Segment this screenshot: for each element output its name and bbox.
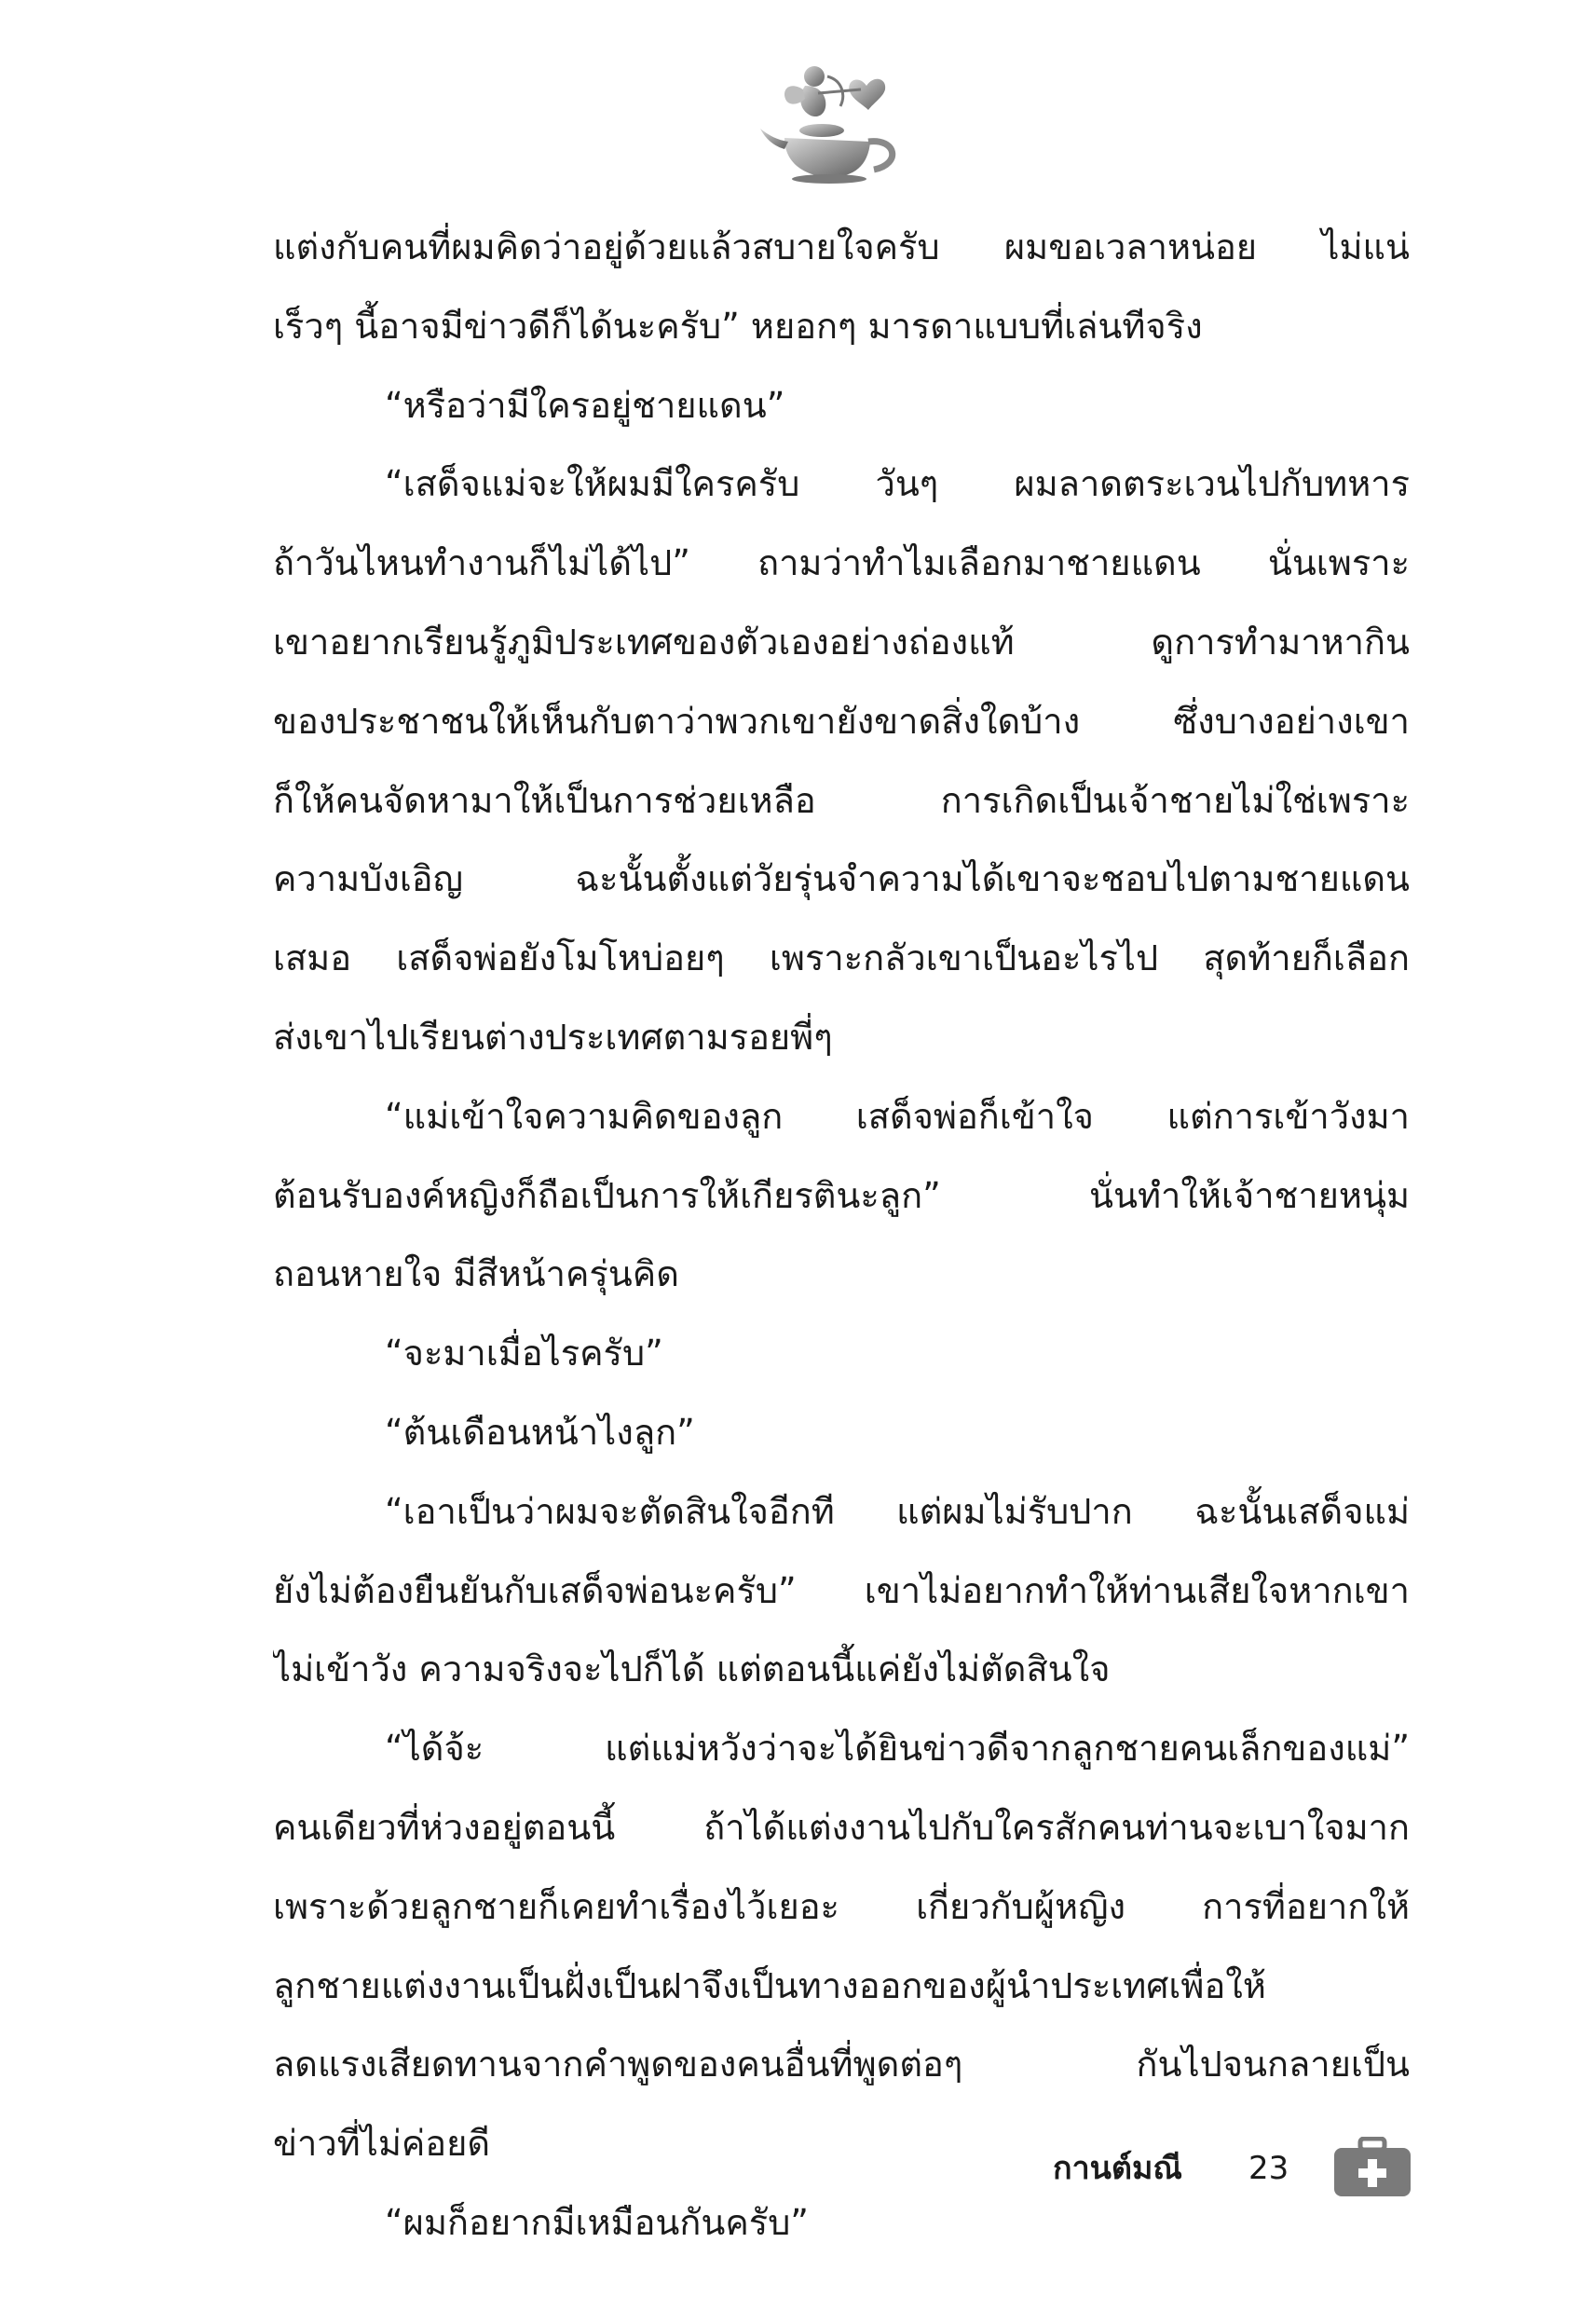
text-line: ลดแรงเสียดทานจากคำพูดของคนอื่นที่พูดต่อๆ กันไปจนกลายเป็น <box>273 2044 1410 2085</box>
text-line: ถอนหายใจ มีสีหน้าครุ่นคิด <box>273 1253 679 1295</box>
text-line: ไม่เข้าวัง ความจริงจะไปก็ได้ แต่ตอนนี้แค่ยังไม่ตัดสินใจ <box>273 1648 1111 1690</box>
text-line: ก็ให้คนจัดหามาให้เป็นการช่วยเหลือ การเกิดเป็นเจ้าชายไม่ใช่เพราะ <box>273 779 1410 821</box>
text-line: “แม่เข้าใจความคิดของลูก เสด็จพ่อก็เข้าใจ แต่การเข้าวังมา <box>385 1095 1410 1137</box>
text-line: เร็วๆ นี้อาจมีข่าวดีก็ได้นะครับ” หยอกๆ มารดาแบบที่เล่นทีจริง <box>273 305 1203 347</box>
medical-kit-icon <box>1332 2137 1412 2198</box>
text-line: ยังไม่ต้องยืนยันกับเสด็จพ่อนะครับ” เขาไม่อยากทำให้ท่านเสียใจหากเขา <box>273 1569 1410 1611</box>
text-line: “ได้จ้ะ แต่แม่หวังว่าจะได้ยินข่าวดีจากลูกชายคนเล็กของแม่” <box>385 1728 1410 1770</box>
text-line: ของประชาชนให้เห็นกับตาว่าพวกเขายังขาดสิ่งใดบ้าง ซึ่งบางอย่างเขา <box>273 700 1410 742</box>
page-number: 23 <box>1248 2150 1289 2187</box>
text-line: “ต้นเดือนหน้าไงลูก” <box>385 1411 695 1453</box>
text-line: ถ้าวันไหนทำงานก็ไม่ได้ไป” ถามว่าทำไมเลือกมาชายแดน นั่นเพราะ <box>273 542 1410 584</box>
text-line: “ผมก็อยากมีเหมือนกันครับ” <box>385 2201 809 2243</box>
cupid-teapot-ornament-icon <box>757 48 915 188</box>
text-line: “เสด็จแม่จะให้ผมมีใครครับ วันๆ ผมลาดตระเวนไปกับทหาร <box>385 463 1410 505</box>
text-line: “เอาเป็นว่าผมจะตัดสินใจอีกที แต่ผมไม่รับปาก ฉะนั้นเสด็จแม่ <box>385 1490 1410 1532</box>
text-line: ความบังเอิญ ฉะนั้นตั้งแต่วัยรุ่นจำความได้เขาจะชอบไปตามชายแดน <box>273 858 1410 900</box>
text-line: ลูกชายแต่งงานเป็นฝั่งเป็นฝาจึงเป็นทางออกของผู้นำประเทศเพื่อให้ <box>273 1964 1266 2006</box>
text-line: เสมอ เสด็จพ่อยังโมโหบ่อยๆ เพราะกลัวเขาเป็นอะไรไป สุดท้ายก็เลือก <box>273 937 1410 979</box>
footer-book-title: กานต์มณี <box>1053 2150 1182 2187</box>
text-line: แต่งกับคนที่ผมคิดว่าอยู่ด้วยแล้วสบายใจครับ ผมขอเวลาหน่อย ไม่แน่ <box>273 226 1410 267</box>
text-line: ส่งเขาไปเรียนต่างประเทศตามรอยพี่ๆ <box>273 1016 833 1058</box>
text-line: “จะมาเมื่อไรครับ” <box>385 1333 663 1374</box>
text-line: เขาอยากเรียนรู้ภูมิประเทศของตัวเองอย่างถ่องแท้ ดูการทำมาหากิน <box>273 621 1410 663</box>
text-line: เพราะด้วยลูกชายก็เคยทำเรื่องไว้เยอะ เกี่ยวกับผู้หญิง การที่อยากให้ <box>273 1885 1410 1927</box>
body-text <box>273 208 1410 2263</box>
text-line: ข่าวที่ไม่ค่อยดี <box>273 2123 491 2165</box>
text-line: ต้อนรับองค์หญิงก็ถือเป็นการให้เกียรตินะลูก” นั่นทำให้เจ้าชายหนุ่ม <box>273 1174 1410 1216</box>
text-line: “หรือว่ามีใครอยู่ชายแดน” <box>385 384 785 426</box>
text-line: คนเดียวที่ห่วงอยู่ตอนนี้ ถ้าได้แต่งงานไปกับใครสักคนท่านจะเบาใจมาก <box>273 1806 1410 1848</box>
